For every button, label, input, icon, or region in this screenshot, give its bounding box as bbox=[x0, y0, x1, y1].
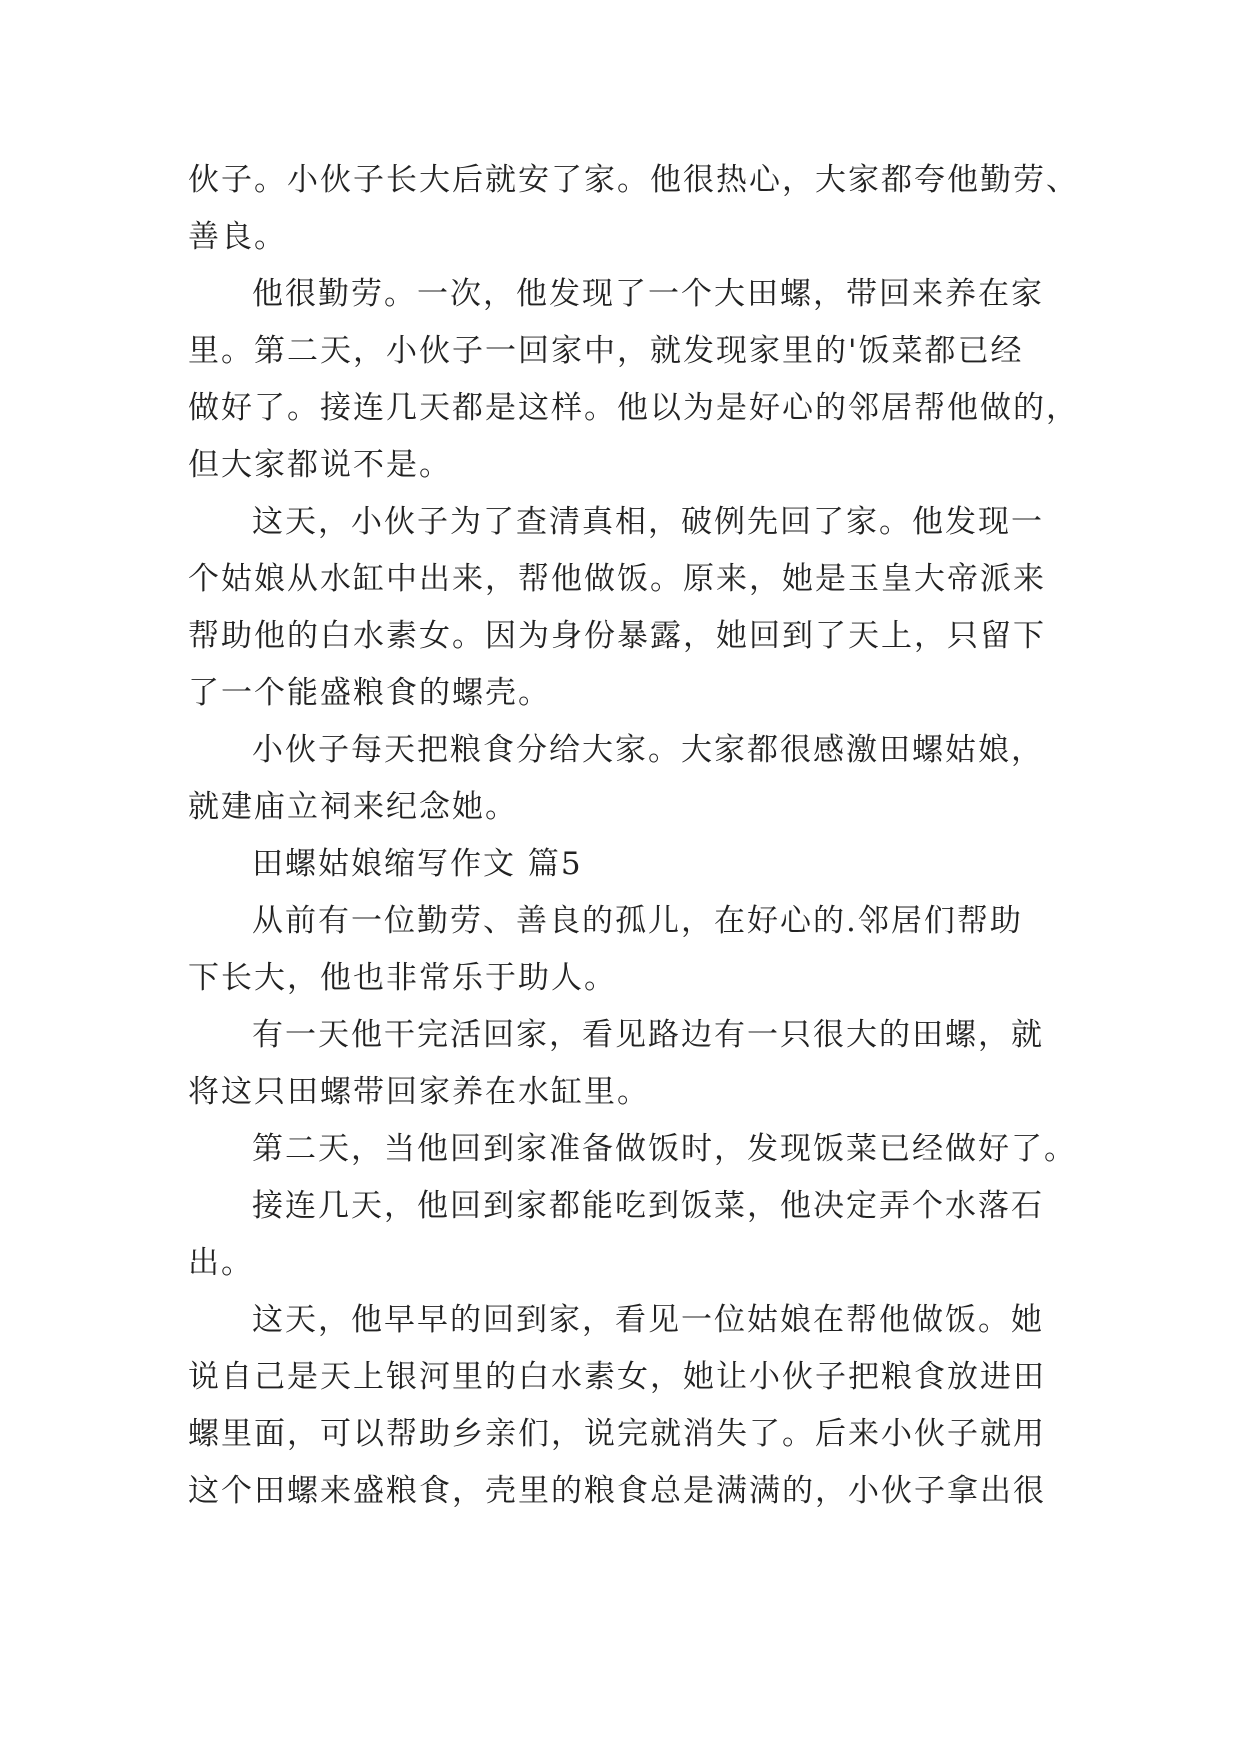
text-line: 从前有一位勤劳、善良的孤儿，在好心的.邻居们帮助 bbox=[252, 903, 1023, 939]
text-line: 小伙子每天把粮食分给大家。大家都很感激田螺姑娘， bbox=[252, 732, 1044, 768]
text-line: 了一个能盛粮食的螺壳。 bbox=[188, 675, 551, 711]
text-line: 有一天他干完活回家，看见路边有一只很大的田螺，就 bbox=[252, 1017, 1044, 1053]
text-line: 里。第二天，小伙子一回家中，就发现家里的'饭菜都已经 bbox=[188, 333, 1024, 369]
text-line: 他很勤劳。一次，他发现了一个大田螺，带回来养在家 bbox=[252, 276, 1044, 312]
text-line: 这天，小伙子为了查清真相，破例先回了家。他发现一 bbox=[252, 504, 1044, 540]
text-line: 将这只田螺带回家养在水缸里。 bbox=[188, 1074, 650, 1110]
text-line: 个姑娘从水缸中出来，帮他做饭。原来，她是玉皇大帝派来 bbox=[188, 561, 1046, 597]
text-line: 帮助他的白水素女。因为身份暴露，她回到了天上，只留下 bbox=[188, 618, 1046, 654]
text-line: 做好了。接连几天都是这样。他以为是好心的邻居帮他做的， bbox=[188, 390, 1079, 426]
text-line: 下长大，他也非常乐于助人。 bbox=[188, 960, 617, 996]
text-line: 说自己是天上银河里的白水素女，她让小伙子把粮食放进田 bbox=[188, 1359, 1046, 1395]
text-line: 这个田螺来盛粮食，壳里的粮食总是满满的，小伙子拿出很 bbox=[188, 1473, 1046, 1509]
text-line: 善良。 bbox=[188, 219, 287, 255]
text-line: 第二天，当他回到家准备做饭时，发现饭菜已经做好了。 bbox=[252, 1131, 1077, 1167]
section-heading: 田螺姑娘缩写作文 篇5 bbox=[252, 846, 583, 882]
text-line: 螺里面，可以帮助乡亲们，说完就消失了。后来小伙子就用 bbox=[188, 1416, 1046, 1452]
text-line: 但大家都说不是。 bbox=[188, 447, 452, 483]
text-line: 伙子。小伙子长大后就安了家。他很热心，大家都夸他勤劳、 bbox=[188, 162, 1079, 198]
text-line: 接连几天，他回到家都能吃到饭菜，他决定弄个水落石 bbox=[252, 1188, 1044, 1224]
text-line: 就建庙立祠来纪念她。 bbox=[188, 789, 518, 825]
text-line: 出。 bbox=[188, 1245, 254, 1281]
text-line: 这天，他早早的回到家，看见一位姑娘在帮他做饭。她 bbox=[252, 1302, 1044, 1338]
